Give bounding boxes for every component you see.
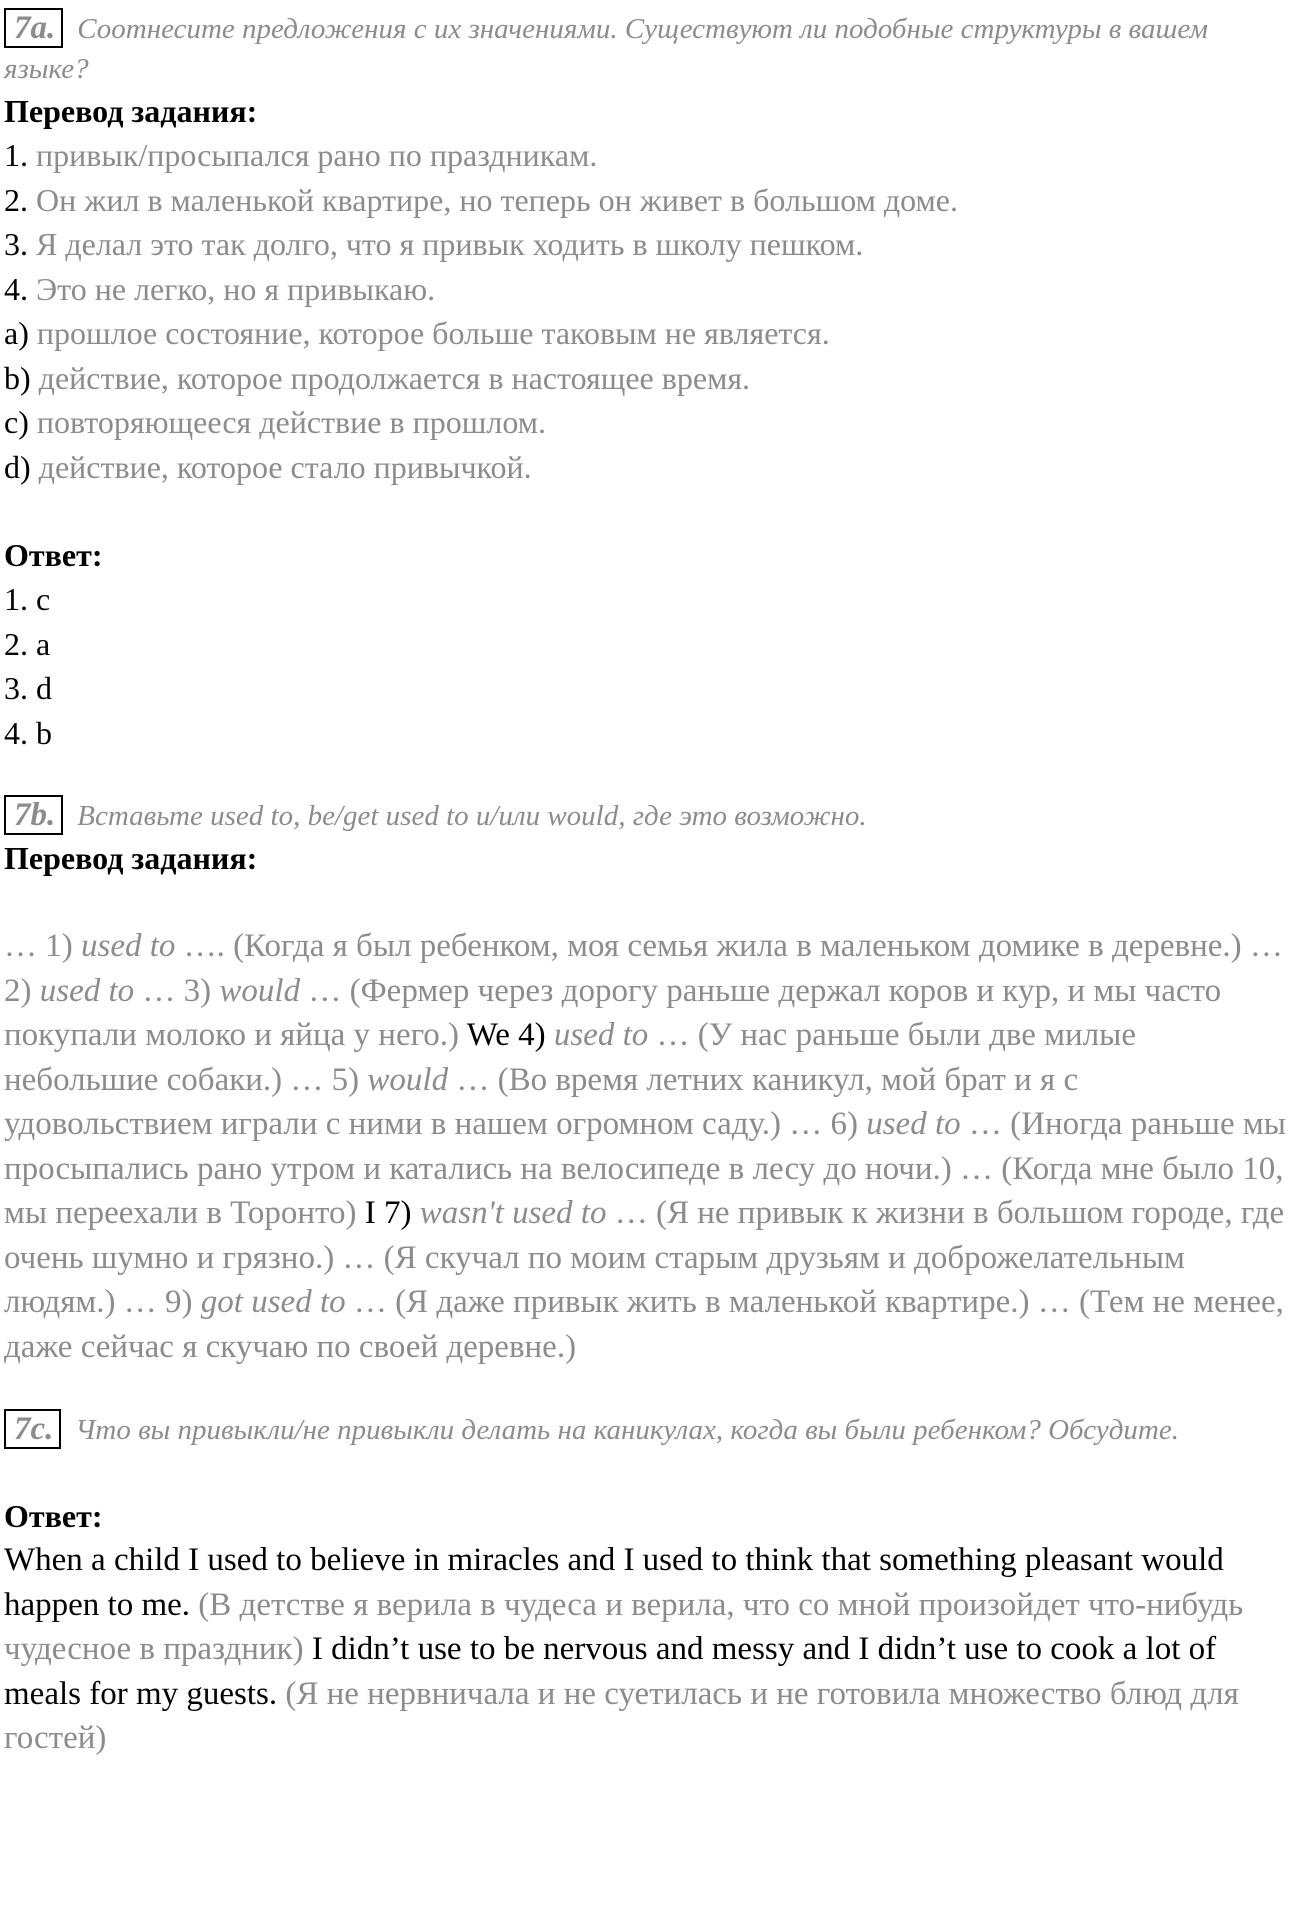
answer-item: 3. d — [4, 670, 52, 706]
answer-item: 4. b — [4, 714, 52, 751]
task-7b-instruction: Вставьте used to, be/get used to и/или would, где это возможно. — [77, 800, 867, 832]
task-7a-badge: 7a. — [4, 8, 63, 48]
list-item: 4. Это не легко, но я привыкаю. — [4, 270, 436, 307]
list-item: 3. Я делал это так долго, что я привык ходить в школу пешком. — [4, 226, 864, 262]
task-7b-instruction-line — [4, 795, 1290, 836]
task-7b-translation-heading: Перевод задания: — [4, 840, 258, 876]
list-item: d) действие, которое стало привычкой. — [4, 448, 532, 485]
task-7a — [4, 8, 1290, 755]
task-7a-instruction-line — [4, 8, 1290, 89]
task-7b-text: … 1) used to …. (Когда я был ребенком, моя семья жила в маленьком домике в деревне.) … 2) used to … 3) would … (Фермер через дорогу раньше держал коров и кур, и мы часто покупали молоко и яйца у него.) We 4) used to … (У нас раньше были две милые небольшие собаки.) … 5) would … (Во время летних каникул, мой брат и я с удовольствием играли с ними в нашем огромном саду.) … 6) used to … (Иногда раньше мы просыпались рано утром и катались на велосипеде в лесу до ночи.) … (Когда мне было 10, мы переехали в Торонто) I 7) wasn't used to … (Я не привык к жизни в большом городе, где очень шумно и грязно.) … (Я скучал по моим старым друзьям и доброжелательным людям.) … 9) got used to … (Я даже привык жить в маленькой квартире.) … (Тем не менее, даже сейчас я скучаю по своей деревне.) — [4, 928, 1286, 1365]
task-7a-instruction: Соотнесите предложения с их значениями. Существуют ли подобные структуры в вашем языке? — [4, 13, 1208, 85]
task-7b-badge: 7b. — [4, 795, 63, 835]
list-item: 2. Он жил в маленькой квартире, но теперь он живет в большом доме. — [4, 181, 958, 218]
list-item: b) действие, которое продолжается в настоящее время. — [4, 359, 751, 396]
task-7c — [4, 1409, 1290, 1761]
answer-item: 1. c — [4, 581, 51, 617]
task-7c-answer-heading: Ответ: — [4, 1498, 103, 1534]
answer-item: 2. a — [4, 625, 51, 662]
task-7c-instruction: Что вы привыкли/не привыкли делать на каникулах, когда вы были ребенком? Обсудите. — [75, 1414, 1179, 1446]
list-item: 1. привык/просыпался рано по праздникам. — [4, 137, 598, 173]
task-7a-answer-heading: Ответ: — [4, 537, 103, 573]
list-item: a) прошлое состояние, которое больше таковым не является. — [4, 315, 830, 351]
task-7c-text: When a child I used to believe in miracles and I used to think that something pleasant would happen to me. (В детстве я верила в чудеса и верила, что со мной произойдет что-нибудь чудесное в праздник) I didn’t use to be nervous and messy and I didn’t use to cook a lot of meals for my guests. (Я не нервничала и не суетилась и не готовила множество блюд для гостей) — [4, 1542, 1244, 1756]
list-item: c) повторяющееся действие в прошлом. — [4, 404, 546, 440]
task-7b — [4, 795, 1290, 1369]
document-page — [4, 8, 1290, 1761]
task-7c-badge: 7c. — [4, 1409, 61, 1449]
task-7a-translation-heading: Перевод задания: — [4, 93, 258, 129]
task-7c-instruction-line — [4, 1409, 1290, 1450]
